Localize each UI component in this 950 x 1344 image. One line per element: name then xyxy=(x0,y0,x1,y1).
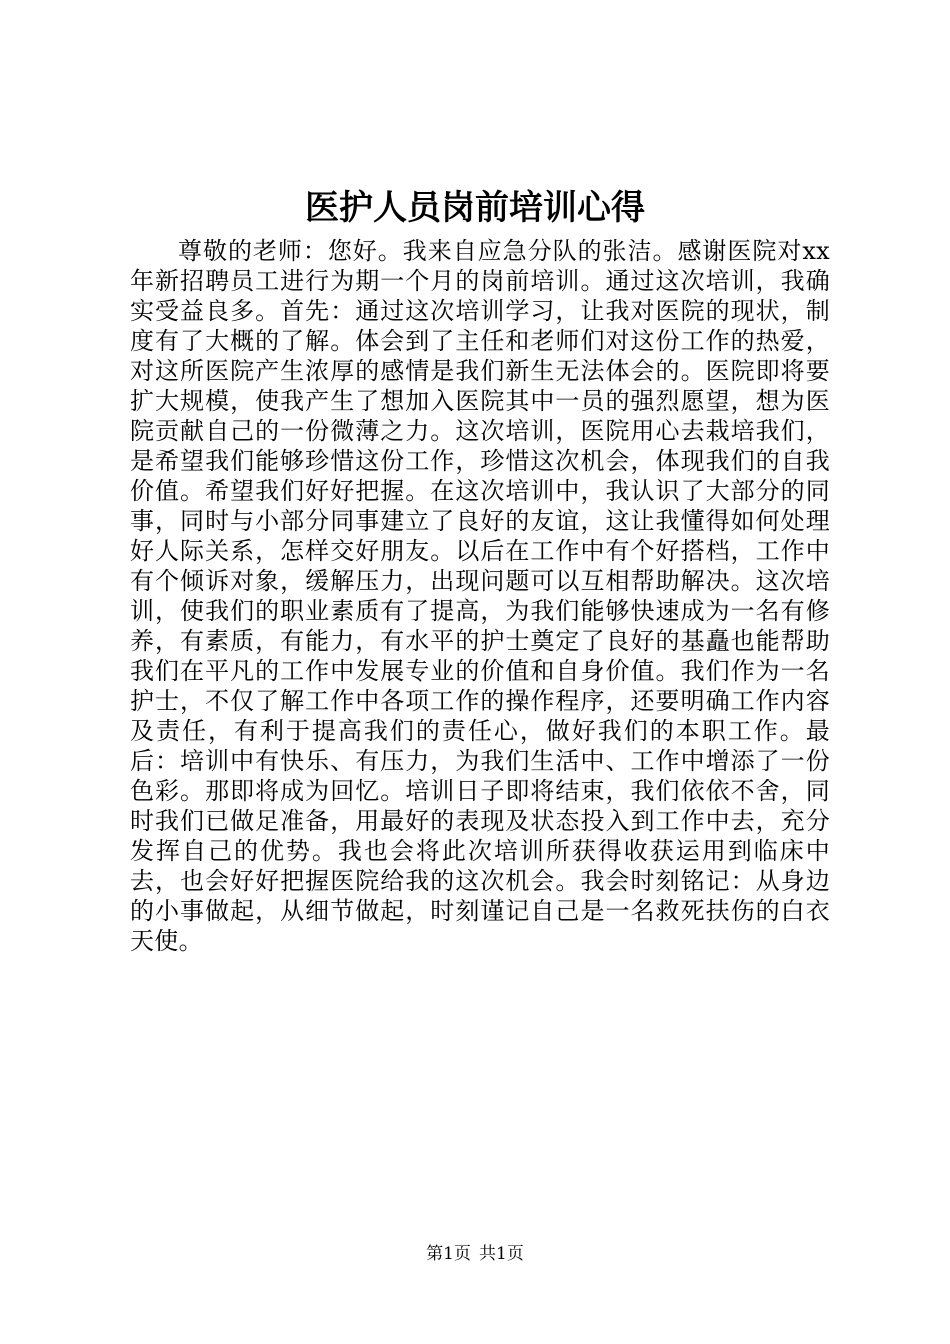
page-footer xyxy=(0,1243,950,1265)
page-number: 第1页 xyxy=(426,1244,471,1264)
document-title: 医护人员岗前培训心得 xyxy=(305,188,645,228)
page-total: 共1页 xyxy=(479,1244,524,1264)
body-paragraph: 尊敬的老师：您好。我来自应急分队的张洁。感谢医院对xx年新招聘员工进行为期一个月的岗前培训。通过这次培训，我确实受益良多。首先：通过这次培训学习，让我对医院的现状，制度有了大概的了解。体会到了主任和老师们对这份工作的热爱，对这所医院产生浓厚的感情是我们新生无法体会的。医院即将要扩大规模，使我产生了想加入医院其中一员的强烈愿望，想为医院贡献自己的一份微薄之力。这次培训，医院用心去栽培我们，是希望我们能够珍惜这份工作，珍惜这次机会，体现我们的自我价值。希望我们好好把握。在这次培训中，我认识了大部分的同事，同时与小部分同事建立了良好的友谊，这让我懂得如何处理好人际关系，怎样交好朋友。以后在工作中有个好搭档，工作中有个倾诉对象，缓解压力，出现问题可以互相帮助解决。这次培训，使我们的职业素质有了提高，为我们能够快速成为一名有修养，有素质，有能力，有水平的护士奠定了良好的基矗也能帮助我们在平凡的工作中发展专业的价值和自身价值。我们作为一名护士，不仅了解工作中各项工作的操作程序，还要明确工作内容及责任，有利于提高我们的责任心，做好我们的本职工作。最后：培训中有快乐、有压力，为我们生活中、工作中增添了一份色彩。那即将成为回忆。培训日子即将结束，我们依依不舍，同时我们已做足准备，用最好的表现及状态投入到工作中去，充分发挥自己的优势。我也会将此次培训所获得收获运用到临床中去，也会好好把握医院给我的这次机会。我会时刻铭记：从身边的小事做起，从细节做起，时刻谨记自己是一名救死扶伤的白衣天使。 xyxy=(130,237,830,955)
